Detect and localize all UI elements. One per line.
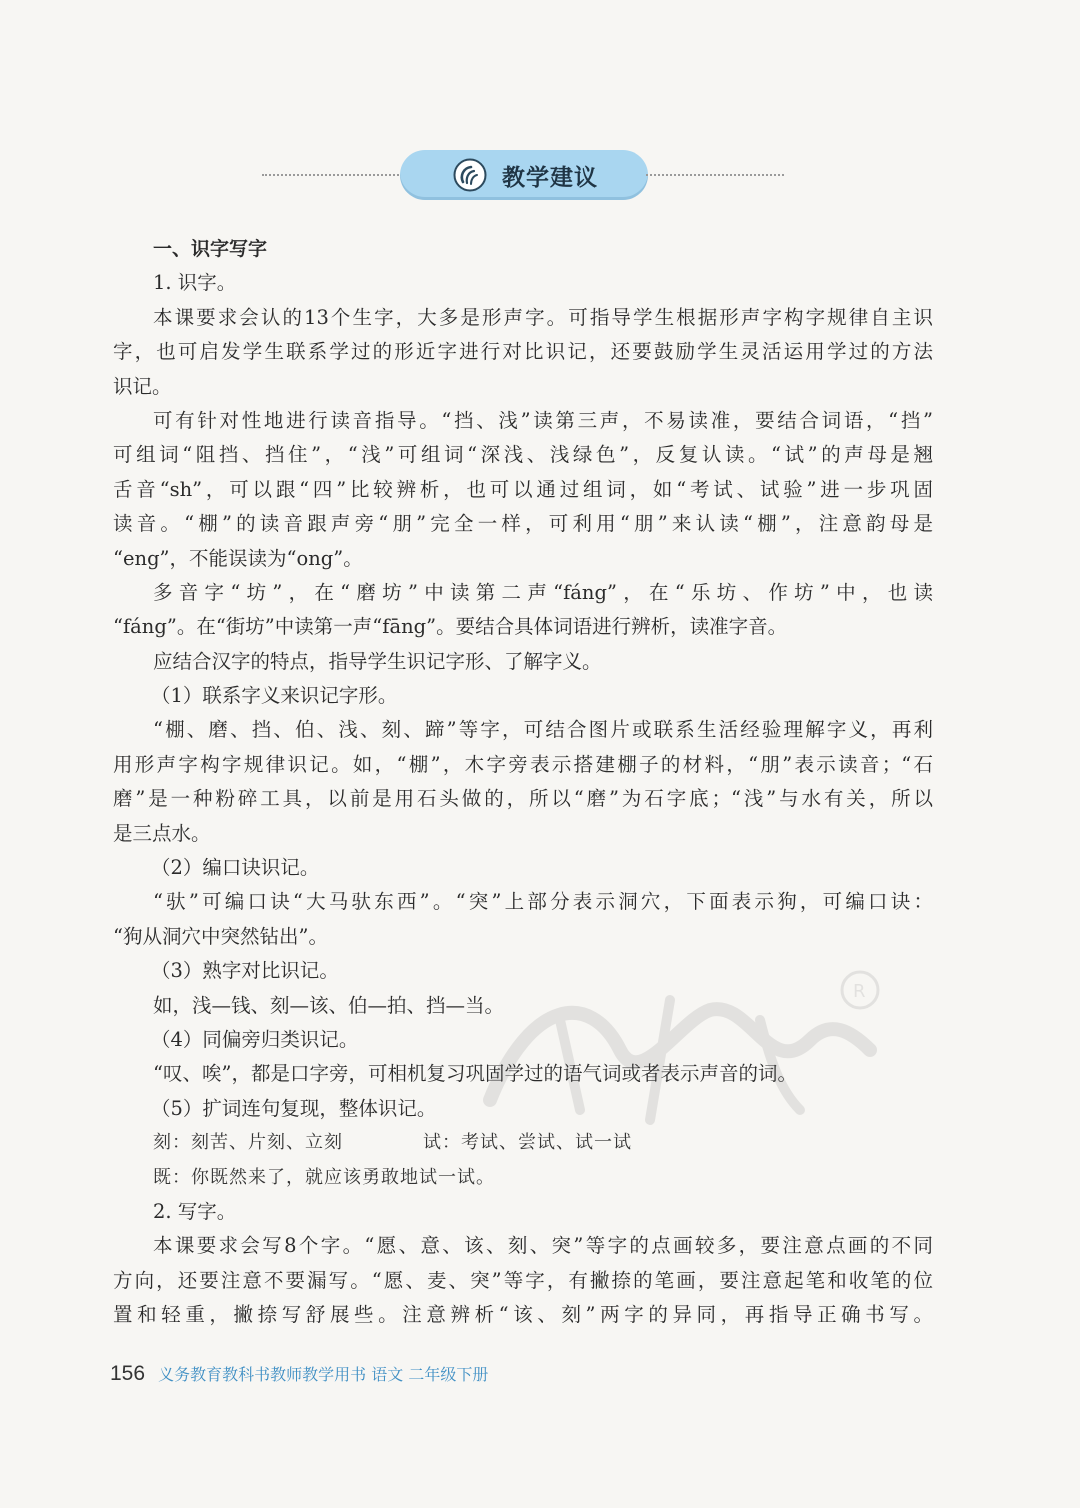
book-title: 义务教育教科书教师教学用书 语文 二年级下册: [158, 1365, 489, 1384]
page-footer: [110, 1362, 488, 1386]
list-item-heading: （4）同偏旁归类识记。: [151, 1027, 359, 1051]
paragraph-line: 置和轻重，撇捺写舒展些。注意辨析“该、刻”两字的异同，再指导正确书写。: [113, 1303, 933, 1327]
paragraph-line: 舌音“sh”，可以跟“四”比较辨析，也可以通过组词，如“考试、试验”进一步巩固: [113, 477, 933, 501]
example-words-shi: 试：考试、尝试、试一试: [423, 1132, 632, 1154]
subheading-shizi: 1. 识字。: [153, 271, 237, 295]
paragraph-line: 可有针对性地进行读音指导。“挡、浅”读第三声，不易读准，要结合词语，“挡”: [153, 408, 933, 432]
list-item-heading: （2）编口诀识记。: [151, 856, 320, 880]
example-words-ke: 刻：刻苦、片刻、立刻: [153, 1132, 343, 1154]
paragraph-line: “狗从洞穴中突然钻出”。: [113, 924, 328, 948]
example-sentence: 既：你既然来了，就应该勇敢地试一试。: [153, 1166, 495, 1188]
list-item-heading: （3）熟字对比识记。: [151, 959, 339, 983]
body-text: [113, 232, 933, 1333]
svg-text:R: R: [853, 981, 866, 1002]
paragraph-line: 如，浅—钱、刻—该、伯—拍、挡—当。: [153, 993, 505, 1017]
paragraph-line: “fáng”。在“街坊”中读第一声“fāng”。要结合具体词语进行辨析，读准字音。: [113, 615, 788, 639]
section-title: 教学建议: [502, 165, 598, 191]
paragraph-line: “驮”可编口诀“大马驮东西”。“突”上部分表示洞穴，下面表示狗，可编口诀：: [153, 890, 933, 914]
teaching-suggestion-icon: [452, 157, 488, 193]
paragraph-line: “eng”，不能误读为“ong”。: [113, 546, 363, 570]
paragraph-line: 读音。“棚”的读音跟声旁“朋”完全一样，可利用“朋”来认读“棚”，注意韵母是: [113, 512, 933, 536]
paragraph-line: 是三点水。: [113, 821, 211, 845]
paragraph-line: “棚、磨、挡、伯、浅、刻、蹄”等字，可结合图片或联系生活经验理解字义，再利: [153, 718, 933, 742]
paragraph-line: 磨”是一种粉碎工具，以前是用石头做的，所以“磨”为石字底；“浅”与水有关，所以: [113, 787, 933, 811]
paragraph-line: 方向，还要注意不要漏写。“愿、麦、突”等字，有撇捺的笔画，要注意起笔和收笔的位: [113, 1268, 933, 1292]
section-banner: [262, 150, 784, 202]
paragraph-line: 本课要求会认的13个生字，大多是形声字。可指导学生根据形声字构字规律自主识: [153, 305, 933, 329]
subheading-xiezi: 2. 写字。: [153, 1199, 237, 1223]
paragraph-line: 用形声字构字规律识记。如，“棚”，木字旁表示搭建棚子的材料，“朋”表示读音；“石: [113, 752, 933, 776]
paragraph-line: 字，也可启发学生联系学过的形近字进行对比识记，还要鼓励学生灵活运用学过的方法: [113, 340, 933, 364]
paragraph-line: 识记。: [113, 374, 172, 398]
paragraph-line: “叹、唉”，都是口字旁，可相机复习巩固学过的语气词或者表示声音的词。: [153, 1062, 797, 1086]
paragraph-line: 可组词“阻挡、挡住”，“浅”可组词“深浅、浅绿色”，反复认读。“试”的声母是翘: [113, 443, 933, 467]
paragraph-line: 多音字“坊”，在“磨坊”中读第二声“fáng”，在“乐坊、作坊”中，也读: [153, 580, 933, 604]
list-item-heading: （1）联系字义来识记字形。: [151, 684, 398, 708]
paragraph-line: 本课要求会写8个字。“愿、意、该、刻、突”等字的点画较多，要注意点画的不同: [153, 1234, 933, 1258]
section-heading: 一、识字写字: [153, 238, 268, 260]
section-title-pill: [400, 150, 648, 200]
list-item-heading: （5）扩词连句复现，整体识记。: [151, 1096, 437, 1120]
paragraph-line: 应结合汉字的特点，指导学生识记字形、了解字义。: [153, 649, 602, 673]
page-number: 156: [110, 1362, 146, 1385]
dotted-rule-right: [646, 174, 784, 176]
example-words-line: [113, 1126, 933, 1160]
dotted-rule-left: [262, 174, 402, 176]
